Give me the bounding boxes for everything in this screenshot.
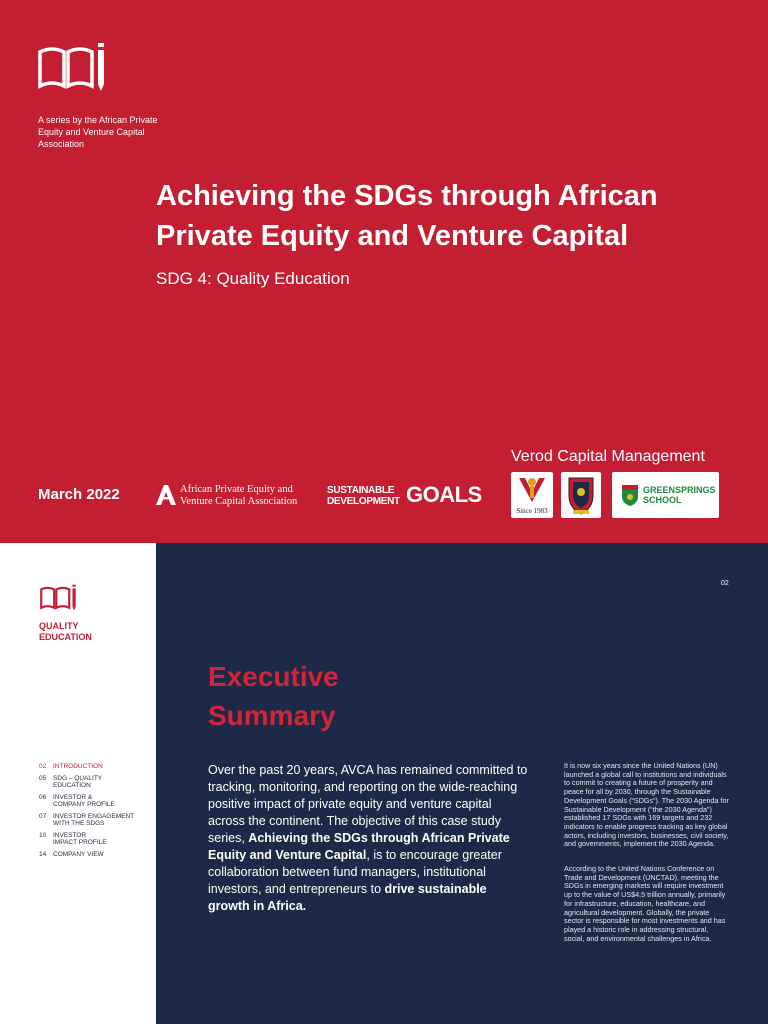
page-number: 02 (721, 580, 729, 587)
series-description: A series by the African Private Equity and Venture Capital Association (38, 115, 158, 149)
avca-mark-icon (156, 485, 176, 505)
toc-item-investor-impact-profile[interactable]: 10 INVESTOR IMPACT PROFILE (39, 831, 107, 846)
greensprings-logo-text: GREENSPRINGS SCHOOL (643, 485, 716, 505)
series-name-emphasis: Achieving the SDGs through African Private Equity and Venture Capital (208, 831, 510, 862)
sdg-logo (327, 484, 492, 508)
greensprings-logo (612, 472, 719, 518)
toc-item-company-view[interactable]: 14 COMPANY VIEW (39, 850, 104, 858)
school-logo-1 (511, 472, 553, 518)
shield-crest-icon (561, 472, 601, 518)
section-label: QUALITY EDUCATION (39, 621, 92, 642)
crest-emblem-icon (511, 472, 553, 518)
book-pencil-logo-icon (38, 40, 108, 92)
avca-logo (156, 483, 316, 509)
avca-logo-text: African Private Equity and Venture Capital Association (180, 484, 298, 507)
body-column (564, 762, 729, 959)
toc-item-sdg-quality-education[interactable]: 05 SDG – QUALITY EDUCATION (39, 774, 103, 789)
school-logo-2 (561, 472, 601, 518)
report-title: Achieving the SDGs through African Private Equity and Venture Capital (156, 180, 658, 252)
body-paragraph-1: It is now six years since the United Nations (UN) launched a global call to institutions and individuals to commit to creating a future of prosperity and peace for all by 2030, through the Sustainable Development Goals (“SDGs”). The 2030 Agenda for Sustainable Development (“the 2030 Agenda”) established 17 SDGs with 169 targets and 232 indicators to enable progress tracking as key global actors, including investors, businesses, civil society, and governments, implement the 2030 Agenda. (564, 761, 729, 849)
executive-summary-page (156, 543, 768, 1024)
svg-text:Since 1983: Since 1983 (516, 507, 548, 515)
book-pencil-logo-icon (40, 583, 78, 611)
page-sidebar (0, 543, 156, 1024)
publication-date: March 2022 (38, 486, 120, 503)
lead-paragraph: Over the past 20 years, AVCA has remained committed to tracking, monitoring, and reporting on the wide-reaching positive impact of private equity and venture capital across the continent. The objective of this case study series, Achieving the SDGs through African Private Equity and Venture Capital, is to encourage greater collaboration between fund managers, institutional investors, and entrepreneurs to drive sustainable growth in Africa. (208, 763, 528, 913)
body-paragraph-2: According to the United Nations Conference on Trade and Development (UNCTAD), meeting the SDGs in emerging markets will require investment up to the value of US$4.5 trillion annually, primarily for infrastructure, education, healthcare, and agricultural development. Globally, the private sector is responsible for most investments and has played a historic role in addressing structural, social, and environmental challenges in Africa. (564, 864, 726, 943)
sdg-logo-small-text: SUSTAINABLE DEVELOPMENT (327, 485, 400, 507)
toc-item-investor-engagement[interactable]: 07 INVESTOR ENGAGEMENT WITH THE SDGS (39, 812, 135, 827)
partner-name: Verod Capital Management (511, 448, 705, 465)
toc-item-investor-company-profile[interactable]: 06 INVESTOR & COMPANY PROFILE (39, 793, 115, 808)
report-subtitle: SDG 4: Quality Education (156, 269, 350, 288)
section-heading: Executive Summary (208, 661, 339, 731)
greensprings-badge-icon (620, 483, 640, 507)
goal-emphasis: drive sustainable growth in Africa. (208, 882, 487, 913)
table-of-contents (39, 763, 154, 862)
toc-item-introduction[interactable]: 02 INTRODUCTION (39, 763, 103, 770)
sdg-logo-goals: GOALS (406, 482, 482, 507)
